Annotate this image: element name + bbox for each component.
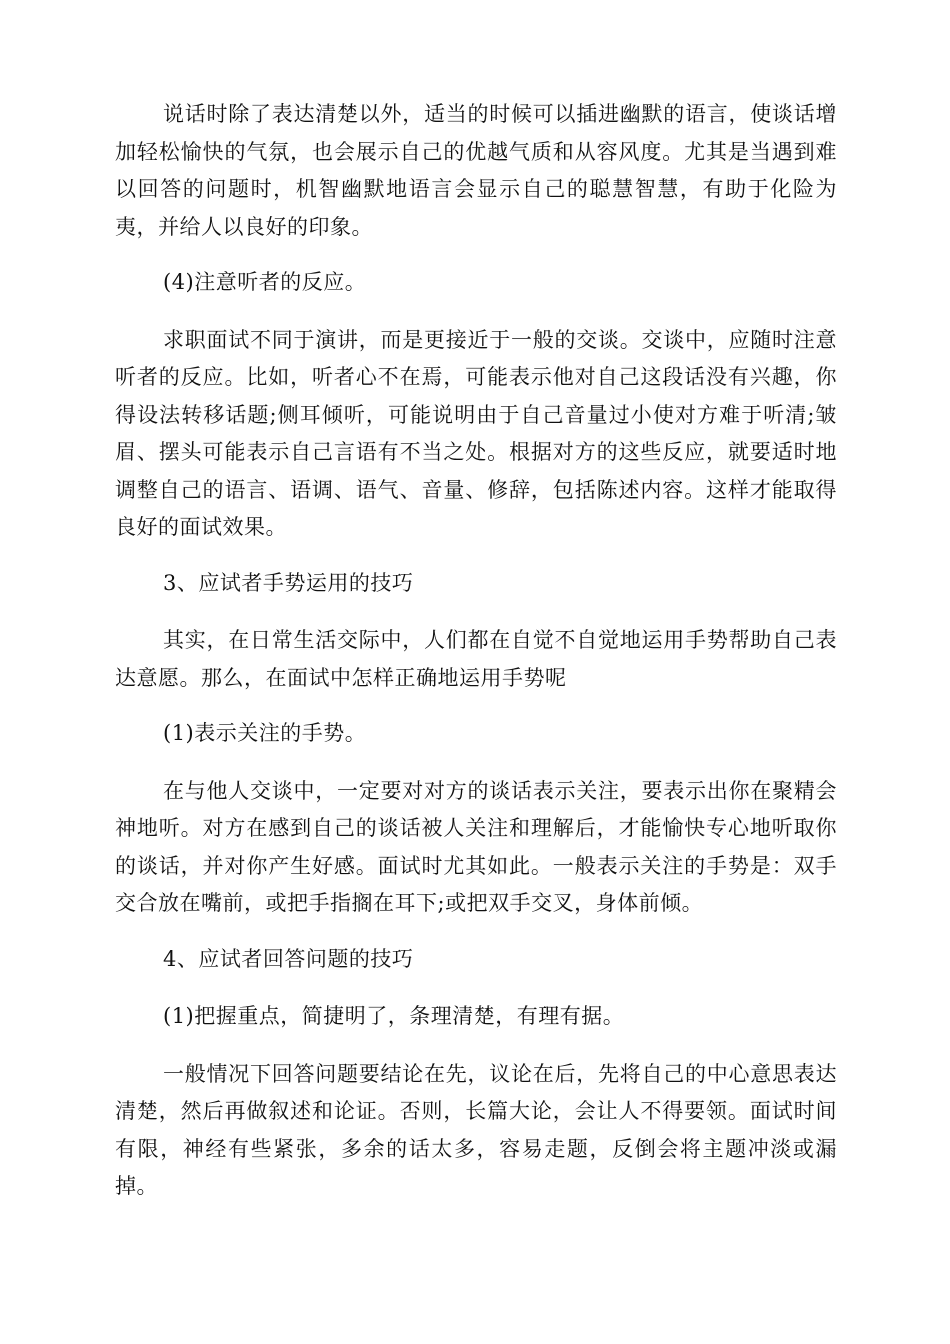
document-page: [115, 96, 837, 1224]
heading-attention-gesture: (1)表示关注的手势。: [163, 721, 367, 745]
heading-listener-reaction: (4)注意听者的反应。: [163, 270, 367, 294]
paragraph-listener-reaction: 求职面试不同于演讲，而是更接近于一般的交谈。交谈中，应随时注意听者的反应。比如，听者心不在焉，可能表示他对自己这段话没有兴趣，你得设法转移话题;侧耳倾听，可能说明由于自己音量过小使对方难于听清;皱眉、摆头可能表示自己言语有不当之处。根据对方的这些反应，就要适时地调整自己的语言、语调、语气、音量、修辞，包括陈述内容。这样才能取得良好的面试效果。: [115, 327, 837, 539]
heading-key-points: (1)把握重点，简捷明了，条理清楚，有理有据。: [163, 1004, 625, 1028]
paragraph-key-points: 一般情况下回答问题要结论在先，议论在后，先将自己的中心意思表达清楚，然后再做叙述和论证。否则，长篇大论，会让人不得要领。面试时间有限，神经有些紧张，多余的话太多，容易走题，反倒会将主题冲淡或漏掉。: [115, 1061, 837, 1198]
paragraph-humor: 说话时除了表达清楚以外，适当的时候可以插进幽默的语言，使谈话增加轻松愉快的气氛，也会展示自己的优越气质和从容风度。尤其是当遇到难以回答的问题时，机智幽默地语言会显示自己的聪慧智慧，有助于化险为夷，并给人以良好的印象。: [115, 102, 837, 239]
paragraph-gesture-intro: 其实，在日常生活交际中，人们都在自觉不自觉地运用手势帮助自己表达意愿。那么，在面试中怎样正确地运用手势呢: [115, 628, 837, 690]
heading-gesture-skills: 3、应试者手势运用的技巧: [163, 570, 414, 595]
paragraph-attention-gesture: 在与他人交谈中，一定要对对方的谈话表示关注，要表示出你在聚精会神地听。对方在感到自己的谈话被人关注和理解后，才能愉快专心地听取你的谈话，并对你产生好感。面试时尤其如此。一般表示关注的手势是：双手交合放在嘴前，或把手指搁在耳下;或把双手交叉，身体前倾。: [115, 778, 837, 915]
heading-answer-skills: 4、应试者回答问题的技巧: [163, 946, 414, 971]
